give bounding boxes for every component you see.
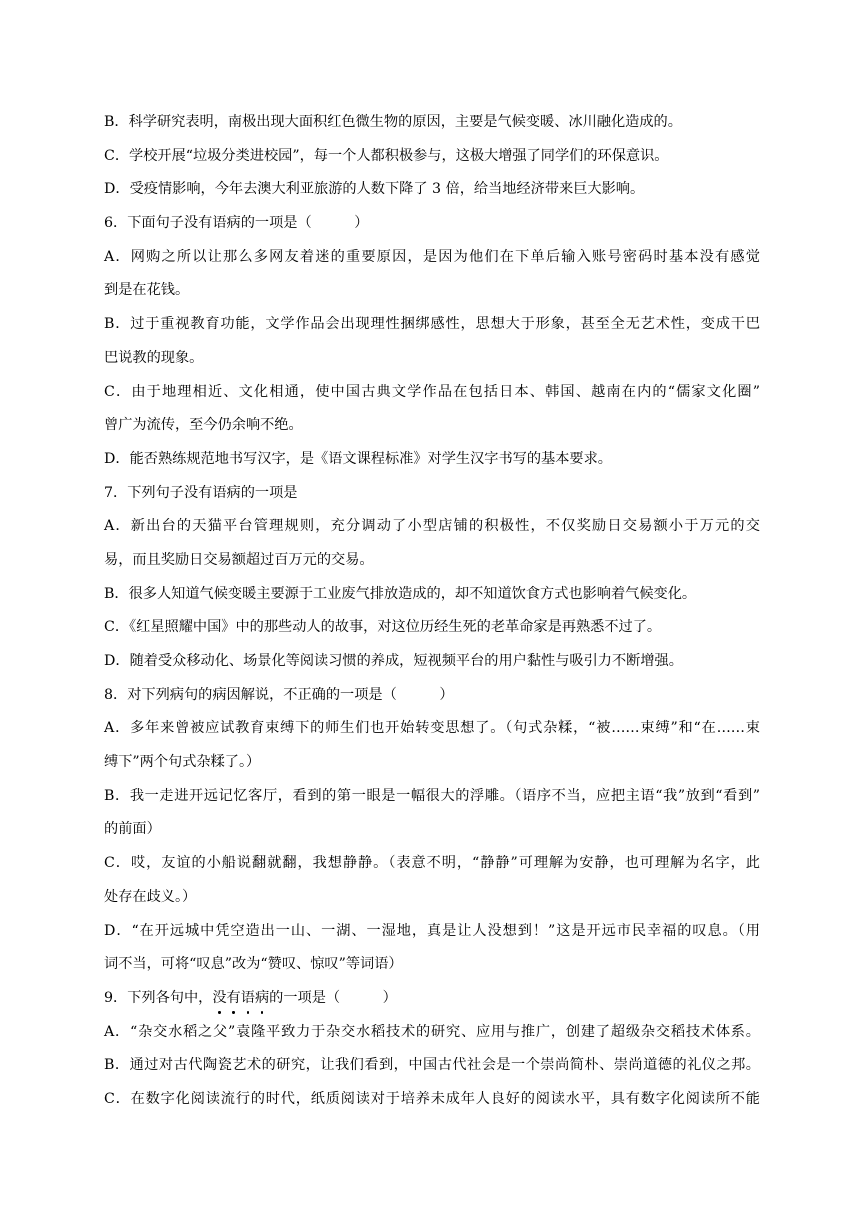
text-line: A．“杂交水稻之父”袁隆平致力于杂交水稻技术的研究、应用与推广，创建了超级杂交稻技术体系。 — [104, 1023, 760, 1040]
question-9-stem — [104, 982, 760, 1016]
text-line: A．网购之所以让那么多网友着迷的重要原因，是因为他们在下单后输入账号密码时基本没有感觉 — [104, 248, 760, 265]
text-line: C．在数字化阅读流行的时代，纸质阅读对于培养未成年人良好的阅读水平，具有数字化阅读所不能 — [104, 1090, 760, 1107]
emphasis-char: 病 — [255, 982, 269, 1016]
question-6-stem: 6．下面句子没有语病的一项是（ ） — [104, 215, 369, 232]
emphasis-char: 有 — [227, 982, 241, 1016]
text-line: 词不当，可将“叹息”改为“赞叹、惊叹”等词语） — [104, 956, 403, 973]
text-line: 到是在花钱。 — [104, 282, 190, 299]
text-line: C．学校开展“垃圾分类进校园”，每一个人都积极参与，这极大增强了同学们的环保意识。 — [104, 147, 669, 164]
text-line: D．随着受众移动化、场景化等阅读习惯的养成，短视频平台的用户黏性与吸引力不断增强。 — [104, 653, 683, 669]
text-line: 缚下”两个句式杂糅了。） — [104, 754, 261, 771]
question-9-prefix: 9．下列各句中， — [104, 989, 213, 1006]
text-line: C．《红星照耀中国》中的那些动人的故事，对这位历经生死的老革命家是再熟悉不过了。 — [104, 619, 662, 636]
emphasis-char: 语 — [241, 982, 255, 1016]
text-line: B．我一走进开远记忆客厅，看到的第一眼是一幅很大的浮雕。（语序不当，应把主语“我”放到“看到” — [104, 787, 760, 804]
text-line: 易，而且奖励日交易额超过百万元的交易。 — [104, 551, 374, 568]
text-line: B．科学研究表明，南极出现大面积红色微生物的原因，主要是气候变暖、冰川融化造成的。 — [104, 114, 682, 130]
text-line: B．过于重视教育功能，文学作品会出现理性捆绑感性，思想大于形象，甚至全无艺术性，变成干巴 — [104, 316, 760, 333]
question-text-block — [104, 106, 760, 1117]
text-line: D．受疫情影响，今年去澳大利亚旅游的人数下降了 3 倍，给当地经济带来巨大影响。 — [104, 181, 645, 198]
question-8-stem: 8．对下列病句的病因解说，不正确的一项是（ ） — [104, 686, 454, 703]
text-line: A．新出台的天猫平台管理规则，充分调动了小型店铺的积极性，不仅奖励日交易额小于万元的交 — [104, 518, 760, 535]
text-line: B．很多人知道气候变暖主要源于工业废气排放造成的，却不知道饮食方式也影响着气候变化。 — [104, 585, 697, 602]
question-9-suffix: 的一项是（ ） — [269, 989, 397, 1006]
text-line: 巴说教的现象。 — [104, 349, 204, 366]
text-line: B．通过对古代陶瓷艺术的研究，让我们看到，中国古代社会是一个崇尚简朴、崇尚道德的礼仪之邦。 — [104, 1057, 760, 1074]
text-line: D．能否熟练规范地书写汉字，是《语文课程标准》对学生汉字书写的基本要求。 — [104, 450, 612, 467]
text-line: C．由于地理相近、文化相通，使中国古典文学作品在包括日本、韩国、越南在内的“儒家文化圈” — [104, 383, 760, 400]
text-line: C．哎，友谊的小船说翻就翻，我想静静。（表意不明，“静静”可理解为安静，也可理解为名字，此 — [104, 855, 760, 872]
text-line: 处存在歧义。） — [104, 888, 197, 905]
text-line: D．“在开远城中凭空造出一山、一湖、一湿地，真是让人没想到！”这是开远市民幸福的叹息。（用 — [104, 922, 760, 939]
text-line: A．多年来曾被应试教育束缚下的师生们也开始转变思想了。（句式杂糅，“被……束缚”和“在……束 — [104, 720, 760, 737]
text-line: 的前面） — [104, 821, 161, 838]
emphasis-char: 没 — [212, 982, 226, 1016]
question-7-stem: 7．下列句子没有语病的一项是 — [104, 484, 298, 501]
text-line: 曾广为流传，至今仍余响不绝。 — [104, 417, 303, 434]
